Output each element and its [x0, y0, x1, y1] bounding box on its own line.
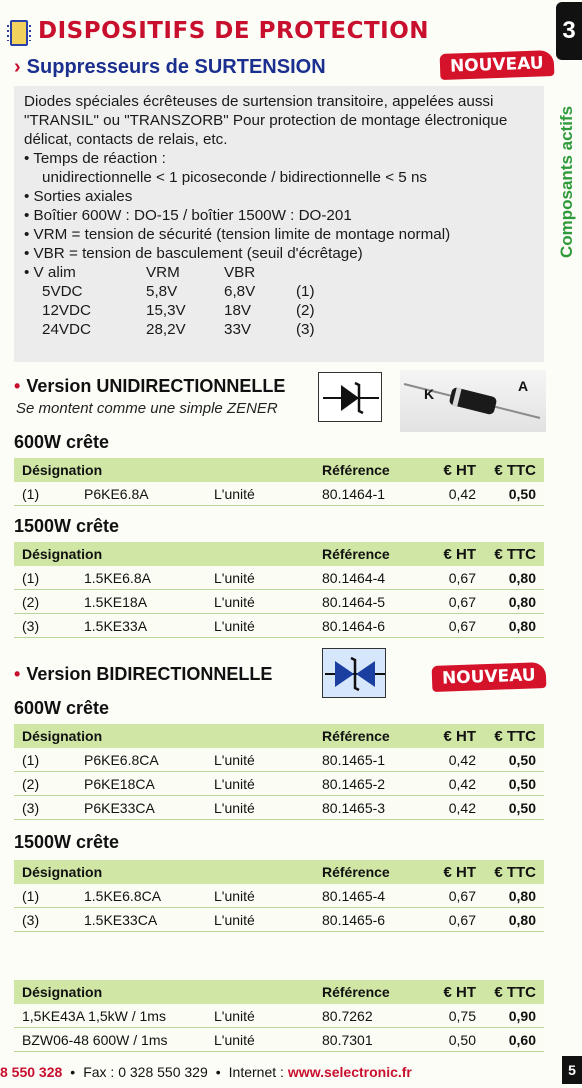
footer-internet-label: Internet : [228, 1064, 284, 1080]
table-header-row [14, 860, 544, 884]
bi-title-bold: BIDIRECTIONNELLE [96, 664, 273, 684]
footer-fax: Fax : 0 328 550 329 [83, 1064, 208, 1080]
row-index: (3) [22, 617, 40, 634]
row-designation: 1.5KE33A [84, 617, 148, 634]
table-row [14, 590, 544, 614]
row-index: (3) [22, 911, 40, 928]
bi-600w-table [14, 724, 544, 820]
designation-header: Désignation [22, 728, 103, 744]
ht-header: € HT [443, 727, 476, 745]
row-reference: 80.1465-2 [322, 775, 386, 792]
subtitle-prefix: Suppresseurs de [26, 56, 195, 78]
vrm-header: VRM [146, 264, 180, 281]
row-designation: BZW06-48 600W / 1ms [22, 1031, 168, 1048]
voltage-row [24, 301, 534, 320]
vbr-value: 6,8V [224, 283, 256, 300]
subtitle-bold: SURTENSION [194, 56, 326, 78]
table-row [14, 884, 544, 908]
table-row [14, 772, 544, 796]
row-index: (1) [22, 485, 40, 502]
footer-bullet: • [70, 1064, 76, 1080]
tvs-bi-icon [323, 649, 387, 699]
voltage-index: (2) [296, 302, 315, 319]
chevron-right-icon: › [14, 56, 21, 78]
row-designation: 1.5KE6.8CA [84, 887, 162, 904]
row-designation: 1,5KE43A 1,5kW / 1ms [22, 1007, 166, 1024]
row-reference: 80.7301 [322, 1031, 373, 1048]
row-price-ht: 0,75 [448, 1007, 476, 1024]
row-designation: P6KE33CA [84, 799, 155, 816]
table-header-row [14, 724, 544, 748]
bi-1500w-table [14, 860, 544, 932]
ttc-header: € TTC [494, 461, 536, 479]
ht-header: € HT [443, 461, 476, 479]
row-index: (1) [22, 569, 40, 586]
ht-header: € HT [443, 545, 476, 563]
designation-header: Désignation [22, 984, 103, 1000]
row-price-ht: 0,67 [448, 911, 476, 928]
vbr-value: 18V [224, 302, 252, 319]
row-designation: P6KE6.8CA [84, 751, 159, 768]
table-header-row [14, 980, 544, 1004]
row-designation: P6KE6.8A [84, 485, 149, 502]
row-price-ttc: 0,50 [508, 751, 536, 768]
designation-header: Désignation [22, 546, 103, 562]
row-price-ttc: 0,60 [508, 1031, 536, 1048]
bi-1500w-title: 1500W crête [14, 832, 120, 852]
row-reference: 80.1465-3 [322, 799, 386, 816]
vrm-value: 28,2V [146, 321, 186, 338]
designation-header: Désignation [22, 864, 103, 880]
anode-label: A [518, 378, 529, 394]
row-unit: L'unité [214, 1007, 255, 1024]
bullet-dot: • [14, 376, 21, 396]
row-price-ttc: 0,50 [508, 775, 536, 792]
table-row [14, 1028, 544, 1052]
ttc-header: € TTC [494, 983, 536, 1001]
footer-bullet: • [215, 1064, 221, 1080]
bullet-dot: • [14, 664, 21, 684]
voltage-index: (3) [296, 321, 315, 338]
footer-phone: 8 550 328 [0, 1064, 63, 1080]
voltage-header-row [24, 263, 534, 282]
extra-table [14, 980, 544, 1052]
row-unit: L'unité [214, 911, 255, 928]
chapter-side-text: Composants actifs [557, 105, 576, 259]
valim-value: 12VDC [42, 302, 91, 319]
ht-header: € HT [443, 983, 476, 1001]
new-badge: NOUVEAU [432, 662, 547, 692]
valim-value: 24VDC [42, 321, 91, 338]
voltage-row [24, 282, 534, 301]
ttc-header: € TTC [494, 545, 536, 563]
bullet-reaction: • Temps de réaction : [24, 149, 534, 168]
diode-photo [400, 370, 546, 432]
bi-version-title [14, 664, 272, 685]
vrm-value: 5,8V [146, 283, 178, 300]
row-price-ttc: 0,80 [508, 569, 536, 586]
bullet-package: • Boîtier 600W : DO-15 / boîtier 1500W : DO-201 [24, 206, 534, 225]
reference-header: Référence [322, 864, 390, 880]
row-unit: L'unité [214, 569, 255, 586]
uni-title-prefix: Version [26, 376, 97, 396]
row-unit: L'unité [214, 617, 255, 634]
row-unit: L'unité [214, 775, 255, 792]
ht-header: € HT [443, 863, 476, 881]
cathode-label: K [424, 386, 435, 402]
row-price-ttc: 0,50 [508, 799, 536, 816]
row-price-ht: 0,42 [448, 751, 476, 768]
row-unit: L'unité [214, 751, 255, 768]
section-subtitle [14, 56, 326, 79]
row-reference: 80.1464-6 [322, 617, 386, 634]
table-row [14, 908, 544, 932]
row-unit: L'unité [214, 593, 255, 610]
uni-1500w-title: 1500W crête [14, 516, 120, 536]
row-reference: 80.1465-6 [322, 911, 386, 928]
table-row [14, 614, 544, 638]
row-price-ttc: 0,80 [508, 887, 536, 904]
valim-value: 5VDC [42, 283, 83, 300]
row-reference: 80.1464-4 [322, 569, 386, 586]
bullet-reaction-detail: unidirectionnelle < 1 picoseconde / bidirectionnelle < 5 ns [42, 169, 428, 186]
row-price-ht: 0,42 [448, 799, 476, 816]
voltage-table [24, 263, 534, 339]
reference-header: Référence [322, 462, 390, 478]
page-footer [0, 1060, 558, 1084]
uni-600w-title: 600W crête [14, 432, 110, 452]
bi-title-prefix: Version [26, 664, 97, 684]
voltage-row [24, 320, 534, 339]
table-row [14, 796, 544, 820]
bullet-vbr: • VBR = tension de basculement (seuil d'écrêtage) [24, 244, 534, 263]
row-price-ht: 0,67 [448, 887, 476, 904]
row-price-ht: 0,67 [448, 593, 476, 610]
row-index: (1) [22, 751, 40, 768]
uni-version-title [14, 376, 285, 397]
bullet-axial: • Sorties axiales [24, 187, 534, 206]
uni-1500w-table [14, 542, 544, 638]
new-badge: NOUVEAU [440, 50, 555, 80]
ttc-header: € TTC [494, 727, 536, 745]
table-row [14, 482, 544, 506]
designation-header: Désignation [22, 462, 103, 478]
footer-url-link[interactable]: www.selectronic.fr [287, 1064, 412, 1080]
row-reference: 80.1465-1 [322, 751, 386, 768]
row-index: (2) [22, 775, 40, 792]
table-row [14, 566, 544, 590]
row-designation: 1.5KE6.8A [84, 569, 151, 586]
vrm-value: 15,3V [146, 302, 186, 319]
row-price-ttc: 0,80 [508, 593, 536, 610]
row-price-ttc: 0,90 [508, 1007, 536, 1024]
vbr-header: VBR [224, 264, 256, 281]
row-designation: P6KE18CA [84, 775, 155, 792]
description-line: délicat, contacts de relais, etc. [24, 131, 228, 148]
valim-label: • V alim [24, 263, 146, 282]
description-box [14, 86, 544, 362]
table-row [14, 1004, 544, 1028]
row-index: (3) [22, 799, 40, 816]
uni-title-bold: UNIDIRECTIONNELLE [96, 376, 286, 396]
row-price-ttc: 0,80 [508, 617, 536, 634]
table-header-row [14, 542, 544, 566]
page-number-tab: 5 [562, 1056, 582, 1084]
description-line: Diodes spéciales écrêteuses de surtension transitoire, appelées aussi [24, 93, 494, 110]
row-price-ht: 0,42 [448, 775, 476, 792]
row-reference: 80.1464-5 [322, 593, 386, 610]
reference-header: Référence [322, 728, 390, 744]
row-price-ht: 0,42 [448, 485, 476, 502]
row-price-ht: 0,50 [448, 1031, 476, 1048]
row-price-ttc: 0,50 [508, 485, 536, 502]
chip-icon [10, 20, 28, 46]
reference-header: Référence [322, 546, 390, 562]
row-unit: L'unité [214, 887, 255, 904]
tvs-uni-icon [319, 373, 383, 423]
reference-header: Référence [322, 984, 390, 1000]
table-row [14, 748, 544, 772]
row-unit: L'unité [214, 1031, 255, 1048]
ttc-header: € TTC [494, 863, 536, 881]
bullet-vrm: • VRM = tension de sécurité (tension limite de montage normal) [24, 225, 534, 244]
bi-600w-title: 600W crête [14, 698, 110, 718]
description-line: "TRANSIL" ou "TRANSZORB" Pour protection de montage électronique [24, 112, 508, 129]
row-designation: 1.5KE18A [84, 593, 148, 610]
row-unit: L'unité [214, 799, 255, 816]
uni-version-subtitle: Se montent comme une simple ZENER [16, 400, 278, 417]
row-price-ttc: 0,80 [508, 911, 536, 928]
page-title: DISPOSITIFS DE PROTECTION [38, 18, 430, 44]
row-price-ht: 0,67 [448, 569, 476, 586]
row-reference: 80.7262 [322, 1007, 373, 1024]
voltage-index: (1) [296, 283, 315, 300]
row-reference: 80.1464-1 [322, 485, 386, 502]
row-designation: 1.5KE33CA [84, 911, 158, 928]
row-index: (1) [22, 887, 40, 904]
row-reference: 80.1465-4 [322, 887, 386, 904]
row-unit: L'unité [214, 485, 255, 502]
chapter-side-label [552, 72, 582, 292]
bidirectional-diode-symbol [322, 648, 386, 698]
row-index: (2) [22, 593, 40, 610]
unidirectional-diode-symbol [318, 372, 382, 422]
table-header-row [14, 458, 544, 482]
uni-600w-table [14, 458, 544, 506]
vbr-value: 33V [224, 321, 252, 338]
row-price-ht: 0,67 [448, 617, 476, 634]
chapter-tab: 3 [556, 2, 582, 60]
